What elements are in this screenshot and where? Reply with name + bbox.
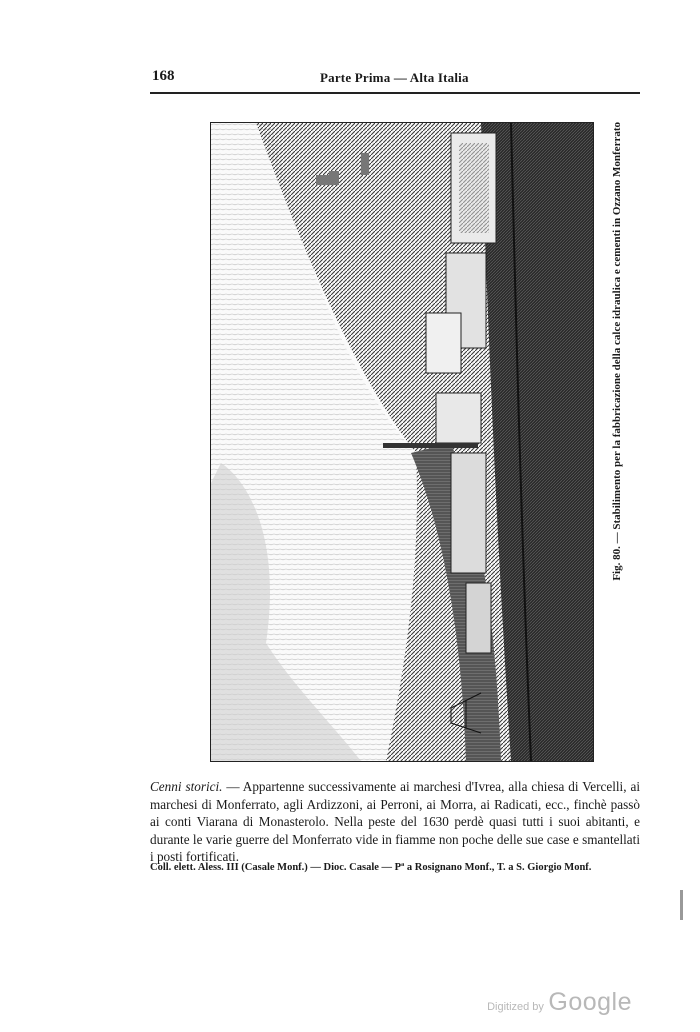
figure-caption bbox=[602, 122, 632, 702]
body-paragraph bbox=[150, 778, 640, 866]
header-rule bbox=[150, 92, 640, 94]
figure-caption-text: Fig. 80. — Stabilimento per la fabbricazione della calce idraulica e cementi in Ozzano Monferrato bbox=[611, 122, 623, 581]
figure-engraving bbox=[210, 122, 594, 762]
google-logo: Google bbox=[548, 988, 632, 1016]
running-head: Parte Prima — Alta Italia bbox=[320, 70, 469, 85]
page-number: 168 bbox=[152, 68, 175, 84]
paragraph-text: — Appartenne successivamente ai marchesi d'Ivrea, alla chiesa di Vercelli, ai marchesi di Monferrato, agli Ardizzoni, ai Perroni, ai Morra, ai Radicati, ecc., finchè passò ai conti Viarana di Monasterolo. Nella peste del 1630 perdè quasi tutti i suoi abitanti, e durante le varie guerre del Monferrato vide in fiamme non poche delle sue case e smantellati i posti fortificati. bbox=[150, 779, 640, 865]
watermark-prefix: Digitized by bbox=[487, 1001, 544, 1013]
footnote-line: Coll. elett. Aless. III (Casale Monf.) — Dioc. Casale — Pª a Rosignano Monf., T. a S. Giorgio Monf. bbox=[150, 862, 592, 873]
chimney bbox=[383, 443, 478, 448]
page-edge-mark bbox=[680, 890, 683, 920]
section-lead: Cenni storici. bbox=[150, 779, 223, 794]
digitized-watermark bbox=[487, 988, 632, 1017]
